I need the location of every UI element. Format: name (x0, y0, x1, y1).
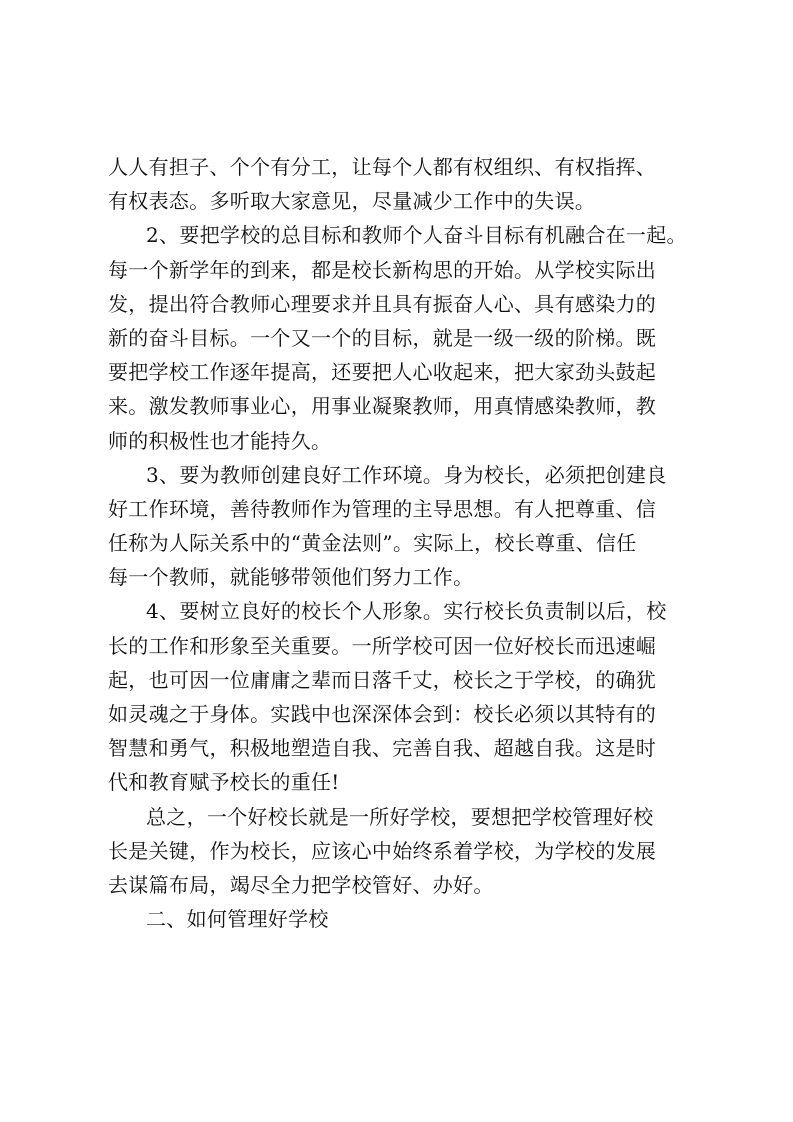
text-line: 人人有担子、个个有分工，让每个人都有权组织、有权指挥、 (108, 155, 657, 179)
text-line: 好工作环境，善待教师作为管理的主导思想。有人把尊重、信 (108, 496, 657, 521)
text-line: 发，提出符合教师心理要求并且具有振奋人心、具有感染力的 (108, 291, 657, 316)
text-line: 每一个新学年的到来，都是校长新构思的开始。从学校实际出 (108, 257, 657, 282)
text-line: 去谋篇布局，竭尽全力把学校管好、办好。 (108, 872, 494, 897)
paragraph-start-line: 2、要把学校的总目标和教师个人奋斗目标有机融合在一起。 (146, 223, 687, 248)
text-line: 智慧和勇气，积极地塑造自我、完善自我、超越自我。这是时 (108, 736, 657, 761)
text-line: 长是关键，作为校长，应该心中始终系着学校，为学校的发展 (108, 838, 657, 863)
text-line: 长的工作和形象至关重要。一所学校可因一位好校长而迅速崛 (108, 633, 657, 658)
text-line: 要把学校工作逐年提高，还要把人心收起来，把大家劲头鼓起 (108, 360, 657, 385)
text-line: 有权表态。多听取大家意见，尽量减少工作中的失误。 (108, 189, 596, 214)
text-line: 如灵魂之于身体。实践中也深深体会到：校长必须以其特有的 (108, 702, 657, 726)
text-line: 代和教育赋予校长的重任! (108, 770, 340, 795)
text-line: 每一个教师，就能够带领他们努力工作。 (108, 565, 474, 590)
text-line: 新的奋斗目标。一个又一个的目标，就是一级一级的阶梯。既 (108, 325, 657, 350)
paragraph-start-line: 3、要为教师创建良好工作环境。身为校长，必须把创建良 (146, 462, 667, 487)
section-heading: 二、如何管理好学校 (146, 907, 329, 932)
paragraph-start-line: 总之，一个好校长就是一所好学校，要想把学校管理好校 (146, 804, 654, 829)
text-line: 来。激发教师事业心，用事业凝聚教师，用真情感染教师，教 (108, 394, 657, 419)
text-line: 师的积极性也才能持久。 (108, 428, 332, 453)
paragraph-start-line: 4、要树立良好的校长个人形象。实行校长负责制以后，校 (146, 599, 667, 624)
document-page (108, 150, 708, 936)
text-line: 起，也可因一位庸庸之辈而日落千丈，校长之于学校，的确犹 (108, 667, 657, 692)
text-line: 任称为人际关系中的“黄金法则”。实际上，校长尊重、信任 (108, 531, 637, 556)
